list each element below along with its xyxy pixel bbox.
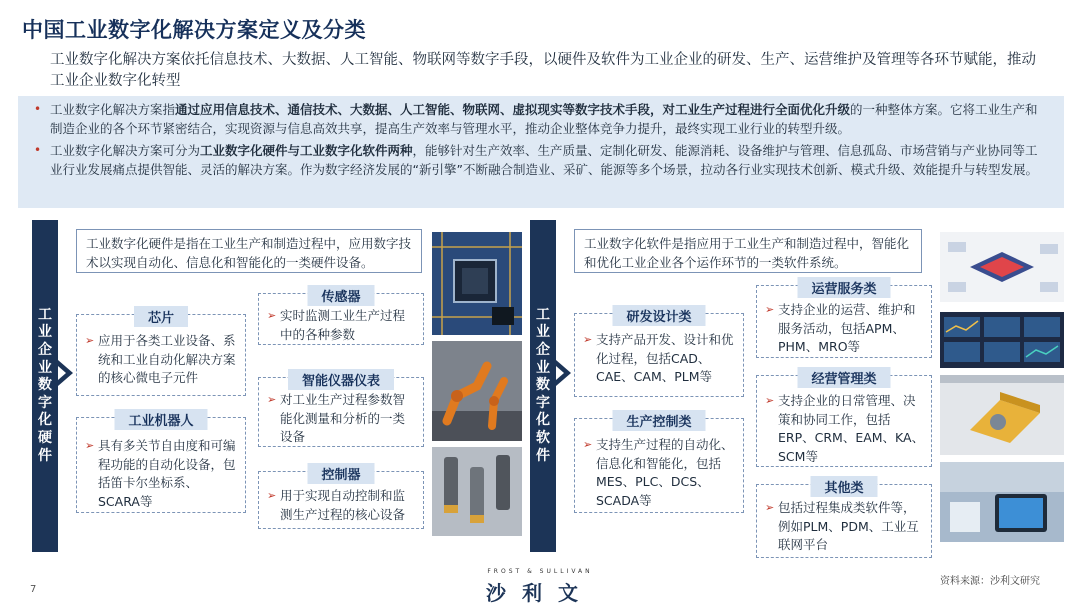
card-title: 其他类 <box>810 476 877 497</box>
brand-logo: 沙利文 <box>486 581 594 605</box>
chevron-right-icon: ➢ <box>267 309 277 322</box>
tablet-factory-image <box>940 462 1064 542</box>
chevron-right-icon: ➢ <box>583 438 593 451</box>
software-card-operations: 运营服务类 ➢ 支持企业的运营、维护和服务活动，包括APM、PHM、MRO等 <box>756 285 932 358</box>
card-title: 研发设计类 <box>612 305 705 326</box>
page-title: 中国工业数字化解决方案定义及分类 <box>22 18 366 42</box>
software-definition: 工业数字化软件是指应用于工业生产和制造过程中，智能化和优化工业企业各个运作环节的一类软件系统。 <box>574 229 922 273</box>
card-title: 生产控制类 <box>612 410 705 431</box>
chevron-right-icon: ➢ <box>765 303 775 316</box>
arrow-inner-icon <box>58 366 66 380</box>
intro-paragraph-2: • 工业数字化解决方案可分为工业数字化硬件与工业数字化软件两种，能够针对生产效率、生产质量、定制化研发、能源消耗、设备维护与管理、信息孤岛、市场营销与产业协同等工业行业发展痛点提供智能、灵活的解决方案。作为数字经济发展的“新引擎”不断融合制造业、采矿、能源等多个场景，拉动各行业实现技术创新、模式升级、效能提升与转型发展。 <box>34 143 1038 177</box>
sensor-devices-image <box>432 447 522 536</box>
software-card-production: 生产控制类 ➢ 支持生产过程的自动化、信息化和智能化，包括MES、PLC、DCS、SCADA等 <box>574 418 744 513</box>
bullet-icon: • <box>34 143 42 157</box>
intro-paragraph-1: • 工业数字化解决方案指通过应用信息技术、通信技术、大数据、人工智能、物联网、虚拟现实等数字技术手段，对工业生产过程进行全面优化升级的一种整体方案。它将工业生产和制造企业的各个环节紧密结合，实现资源与信息高效共享，提高生产效率与管理水平，推动企业整体竞争力提升，最终实现工业行业的转型升级。 <box>34 102 1038 136</box>
intro-panel <box>18 96 1064 208</box>
circuit-board-image <box>432 232 522 335</box>
software-platform-image <box>940 232 1064 302</box>
software-label: 工业企业数字化软件 <box>536 306 550 464</box>
bullet-icon: • <box>34 102 42 116</box>
hardware-card-sensor: 传感器 ➢ 实时监测工业生产过程中的各种参数 <box>258 293 424 345</box>
chevron-right-icon: ➢ <box>583 333 593 346</box>
chevron-right-icon: ➢ <box>267 489 277 502</box>
software-card-rd: 研发设计类 ➢ 支持产品开发、设计和优化过程，包括CAD、CAE、CAM、PLM等 <box>574 313 744 397</box>
chevron-right-icon: ➢ <box>85 334 95 347</box>
software-sidebar <box>530 220 556 552</box>
chevron-right-icon: ➢ <box>765 501 775 514</box>
hardware-label: 工业企业数字化硬件 <box>38 306 52 464</box>
card-title: 运营服务类 <box>797 277 890 298</box>
card-title: 传感器 <box>307 285 374 306</box>
hardware-card-instrument: 智能仪器仪表 ➢ 对工业生产过程参数智能化测量和分析的一类设备 <box>258 377 424 447</box>
card-title: 智能仪器仪表 <box>288 369 394 390</box>
arrow-inner-icon <box>556 366 564 380</box>
page-number: 7 <box>30 584 37 595</box>
software-card-other: 其他类 ➢ 包括过程集成类软件等，例如PLM、PDM、工业互联网平台 <box>756 484 932 558</box>
chevron-right-icon: ➢ <box>765 394 775 407</box>
software-card-management: 经营管理类 ➢ 支持企业的日常管理、决策和协同工作，包括ERP、CRM、EAM、KA、SCM等 <box>756 375 932 467</box>
hardware-card-robot: 工业机器人 ➢ 具有多关节自由度和可编程功能的自动化设备，包括笛卡尔坐标系、SCARA等 <box>76 417 246 513</box>
industrial-robot-image <box>432 341 522 441</box>
chevron-right-icon: ➢ <box>267 393 277 406</box>
brand-logo-en: FROST & SULLIVAN <box>487 568 593 575</box>
intro-emphasis: 通过应用信息技术、通信技术、大数据、人工智能、物联网、虚拟现实等数字技术手段，对工业生产过程进行全面优化升级 <box>175 102 851 117</box>
chevron-right-icon: ➢ <box>85 439 95 452</box>
hardware-card-chip: 芯片 ➢ 应用于各类工业设备、系统和工业自动化解决方案的核心微电子元件 <box>76 314 246 396</box>
card-title: 工业机器人 <box>114 409 207 430</box>
card-title: 控制器 <box>307 463 374 484</box>
card-title: 芯片 <box>134 306 188 327</box>
dashboard-screens-image <box>940 312 1064 368</box>
page-subtitle: 工业数字化解决方案依托信息技术、大数据、人工智能、物联网等数字手段，以硬件及软件为工业企业的研发、生产、运营维护及管理等各环节赋能，推动工业企业数字化转型 <box>50 52 1036 89</box>
source-note: 资料来源：沙利文研究 <box>940 576 1040 587</box>
hardware-definition: 工业数字化硬件是指在工业生产和制造过程中，应用数字技术以实现自动化、信息化和智能化的一类硬件设备。 <box>76 229 422 273</box>
hardware-card-controller: 控制器 ➢ 用于实现自动控制和监测生产过程的核心设备 <box>258 471 424 529</box>
card-title: 经营管理类 <box>797 367 890 388</box>
intro-emphasis: 工业数字化硬件与工业数字化软件两种 <box>200 143 413 158</box>
cad-model-image <box>940 375 1064 455</box>
hardware-sidebar <box>32 220 58 552</box>
